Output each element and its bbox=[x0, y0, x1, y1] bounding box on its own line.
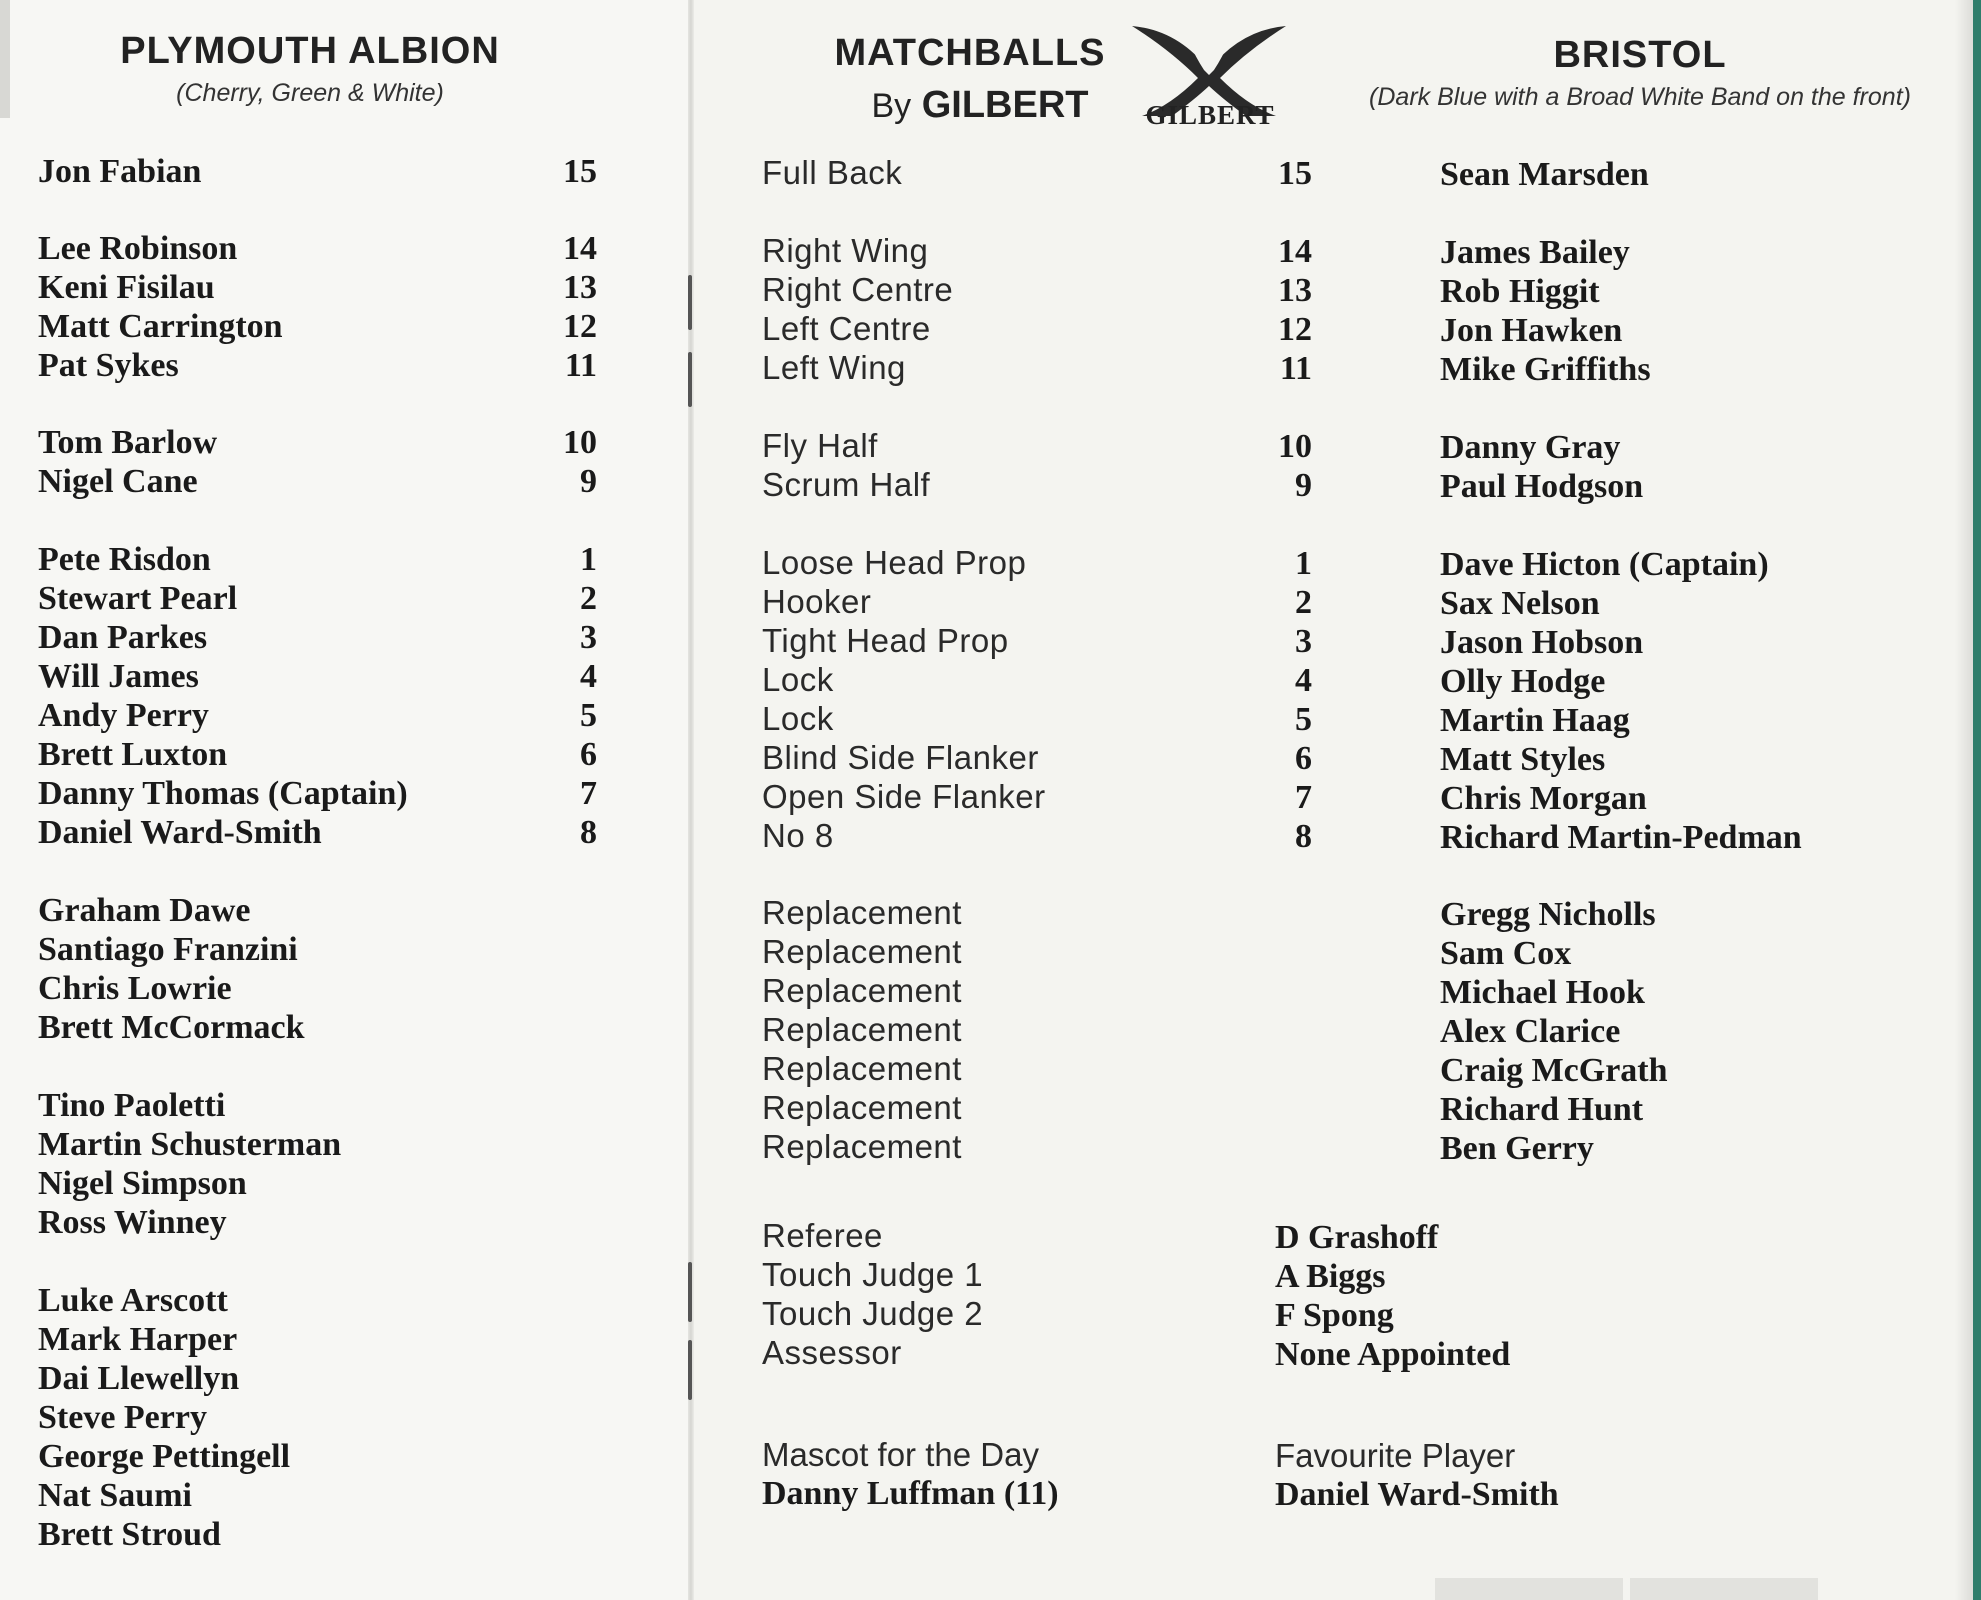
favourite-player-name: Daniel Ward-Smith bbox=[1275, 1476, 1559, 1513]
away-player-name: Richard Martin-Pedman bbox=[1440, 819, 1802, 856]
away-team-colors: (Dark Blue with a Broad White Band on the front) bbox=[1369, 83, 1911, 111]
replacement-label: Replacement bbox=[762, 1128, 962, 1165]
position-label: Left Wing bbox=[762, 349, 906, 386]
home-squad-player: Steve Perry bbox=[38, 1399, 207, 1436]
away-replacement-name: Michael Hook bbox=[1440, 974, 1645, 1011]
away-team-header bbox=[1340, 34, 1940, 112]
replacement-label: Replacement bbox=[762, 1089, 962, 1126]
home-squad-player: Graham Dawe bbox=[38, 892, 251, 929]
away-player-name: Sax Nelson bbox=[1440, 585, 1600, 622]
home-squad-player: Santiago Franzini bbox=[38, 931, 298, 968]
official-name: F Spong bbox=[1275, 1297, 1394, 1334]
position-number: 14 bbox=[1278, 233, 1312, 270]
matchballs-by: By bbox=[871, 87, 912, 125]
away-replacement-name: Gregg Nicholls bbox=[1440, 896, 1656, 933]
home-player-name: Dan Parkes bbox=[38, 619, 208, 656]
position-number: 4 bbox=[1295, 662, 1312, 699]
away-replacement-name: Alex Clarice bbox=[1440, 1013, 1621, 1050]
home-squad-player: Chris Lowrie bbox=[38, 970, 232, 1007]
home-squad-player: Nigel Simpson bbox=[38, 1165, 247, 1202]
staple-mark bbox=[688, 352, 692, 407]
home-player-number: 13 bbox=[563, 269, 597, 306]
home-squad-player: George Pettingell bbox=[38, 1438, 291, 1475]
away-player-name: Paul Hodgson bbox=[1440, 468, 1644, 505]
away-replacement-name: Sam Cox bbox=[1440, 935, 1572, 972]
position-number: 1 bbox=[1295, 545, 1312, 582]
away-replacement-name: Richard Hunt bbox=[1440, 1091, 1644, 1128]
position-number: 11 bbox=[1279, 350, 1312, 387]
home-player-number: 6 bbox=[580, 736, 597, 773]
home-player-name: Lee Robinson bbox=[38, 230, 238, 267]
home-player-name: Daniel Ward-Smith bbox=[38, 814, 322, 851]
home-squad-player: Brett McCormack bbox=[38, 1009, 305, 1046]
official-name: None Appointed bbox=[1275, 1336, 1511, 1373]
page-footer-tab bbox=[1435, 1578, 1623, 1600]
replacement-label: Replacement bbox=[762, 933, 962, 970]
home-player-name: Pat Sykes bbox=[38, 347, 179, 384]
official-role: Touch Judge 2 bbox=[762, 1295, 984, 1332]
position-label: Right Wing bbox=[762, 232, 929, 269]
position-label: Scrum Half bbox=[762, 466, 931, 503]
home-squad-player: Nat Saumi bbox=[38, 1477, 192, 1514]
position-label: Right Centre bbox=[762, 271, 954, 308]
home-team-colors: (Cherry, Green & White) bbox=[176, 79, 444, 107]
home-player-number: 15 bbox=[563, 153, 597, 190]
position-label: No 8 bbox=[762, 817, 834, 854]
replacement-label: Replacement bbox=[762, 972, 962, 1009]
home-player-number: 4 bbox=[580, 658, 597, 695]
home-squad-player: Luke Arscott bbox=[38, 1282, 228, 1319]
home-player-number: 10 bbox=[563, 424, 597, 461]
position-number: 9 bbox=[1295, 467, 1312, 504]
position-label: Tight Head Prop bbox=[762, 622, 1009, 659]
page-tab-mark bbox=[0, 0, 10, 118]
home-squad-player: Tino Paoletti bbox=[38, 1087, 226, 1124]
favourite-player-label: Favourite Player bbox=[1275, 1437, 1516, 1474]
away-player-name: Olly Hodge bbox=[1440, 663, 1606, 700]
position-label: Lock bbox=[762, 700, 834, 737]
away-replacement-name: Craig McGrath bbox=[1440, 1052, 1668, 1089]
position-number: 10 bbox=[1278, 428, 1312, 465]
away-player-name: Danny Gray bbox=[1440, 429, 1621, 466]
away-player-name: Martin Haag bbox=[1440, 702, 1630, 739]
staple-mark bbox=[688, 1262, 692, 1322]
home-squad-player: Martin Schusterman bbox=[38, 1126, 342, 1163]
home-squad-player: Ross Winney bbox=[38, 1204, 227, 1241]
home-player-name: Tom Barlow bbox=[38, 424, 218, 461]
matchballs-brand: GILBERT bbox=[921, 84, 1089, 126]
position-number: 8 bbox=[1295, 818, 1312, 855]
replacement-label: Replacement bbox=[762, 894, 962, 931]
away-player-name: Matt Styles bbox=[1440, 741, 1606, 778]
position-label: Fly Half bbox=[762, 427, 878, 464]
home-squad-player: Mark Harper bbox=[38, 1321, 238, 1358]
cover-edge bbox=[1973, 0, 1981, 1600]
home-squad-player: Dai Llewellyn bbox=[38, 1360, 240, 1397]
position-number: 3 bbox=[1295, 623, 1312, 660]
home-player-name: Brett Luxton bbox=[38, 736, 228, 773]
position-number: 7 bbox=[1295, 779, 1312, 816]
home-team-header bbox=[110, 30, 510, 108]
home-player-number: 14 bbox=[563, 230, 597, 267]
position-number: 6 bbox=[1295, 740, 1312, 777]
home-player-number: 11 bbox=[564, 347, 597, 384]
away-player-name: Mike Griffiths bbox=[1440, 351, 1651, 388]
official-role: Touch Judge 1 bbox=[762, 1256, 984, 1293]
position-label: Open Side Flanker bbox=[762, 778, 1046, 815]
home-player-name: Will James bbox=[38, 658, 199, 695]
home-player-name: Pete Risdon bbox=[38, 541, 211, 578]
away-player-name: James Bailey bbox=[1440, 234, 1630, 271]
position-label: Left Centre bbox=[762, 310, 931, 347]
page-footer-tab bbox=[1630, 1578, 1818, 1600]
position-label: Loose Head Prop bbox=[762, 544, 1027, 581]
position-number: 13 bbox=[1278, 272, 1312, 309]
away-team-name: BRISTOL bbox=[1553, 34, 1727, 76]
official-name: A Biggs bbox=[1275, 1258, 1386, 1295]
official-name: D Grashoff bbox=[1275, 1219, 1439, 1256]
home-player-number: 9 bbox=[580, 463, 597, 500]
home-player-name: Matt Carrington bbox=[38, 308, 283, 345]
home-squad-player: Brett Stroud bbox=[38, 1516, 221, 1553]
home-player-name: Jon Fabian bbox=[38, 153, 202, 190]
position-label: Hooker bbox=[762, 583, 872, 620]
mascot-name: Danny Luffman (11) bbox=[762, 1475, 1059, 1512]
home-team-name: PLYMOUTH ALBION bbox=[120, 30, 500, 72]
away-player-name: Jon Hawken bbox=[1440, 312, 1623, 349]
matchballs-title: MATCHBALLS bbox=[834, 32, 1106, 74]
away-player-name: Dave Hicton (Captain) bbox=[1440, 546, 1769, 583]
gilbert-logo-text: GILBERT bbox=[1145, 100, 1275, 130]
replacement-label: Replacement bbox=[762, 1011, 962, 1048]
mascot-label: Mascot for the Day bbox=[762, 1436, 1039, 1473]
away-replacement-name: Ben Gerry bbox=[1440, 1130, 1594, 1167]
position-number: 12 bbox=[1278, 311, 1312, 348]
staple-mark bbox=[688, 1340, 692, 1400]
home-player-number: 7 bbox=[580, 775, 597, 812]
home-player-number: 8 bbox=[580, 814, 597, 851]
official-role: Referee bbox=[762, 1217, 883, 1254]
home-player-name: Keni Fisilau bbox=[38, 269, 215, 306]
home-player-name: Danny Thomas (Captain) bbox=[38, 775, 408, 812]
home-player-number: 12 bbox=[563, 308, 597, 345]
away-player-name: Jason Hobson bbox=[1440, 624, 1644, 661]
replacement-label: Replacement bbox=[762, 1050, 962, 1087]
official-role: Assessor bbox=[762, 1334, 902, 1371]
away-player-name: Sean Marsden bbox=[1440, 156, 1649, 193]
position-label: Lock bbox=[762, 661, 834, 698]
position-number: 5 bbox=[1295, 701, 1312, 738]
home-player-number: 2 bbox=[580, 580, 597, 617]
away-player-name: Rob Higgit bbox=[1440, 273, 1600, 310]
home-player-name: Nigel Cane bbox=[38, 463, 198, 500]
matchballs-sponsor bbox=[870, 84, 1090, 127]
away-player-name: Chris Morgan bbox=[1440, 780, 1647, 817]
position-number: 15 bbox=[1278, 155, 1312, 192]
home-player-number: 3 bbox=[580, 619, 597, 656]
position-label: Full Back bbox=[762, 154, 903, 191]
staple-mark bbox=[688, 275, 692, 330]
home-player-number: 5 bbox=[580, 697, 597, 734]
position-number: 2 bbox=[1295, 584, 1312, 621]
home-player-name: Andy Perry bbox=[38, 697, 209, 734]
home-player-number: 1 bbox=[580, 541, 597, 578]
home-player-name: Stewart Pearl bbox=[38, 580, 238, 617]
page-edge-shade bbox=[1955, 0, 1973, 1600]
position-label: Blind Side Flanker bbox=[762, 739, 1039, 776]
